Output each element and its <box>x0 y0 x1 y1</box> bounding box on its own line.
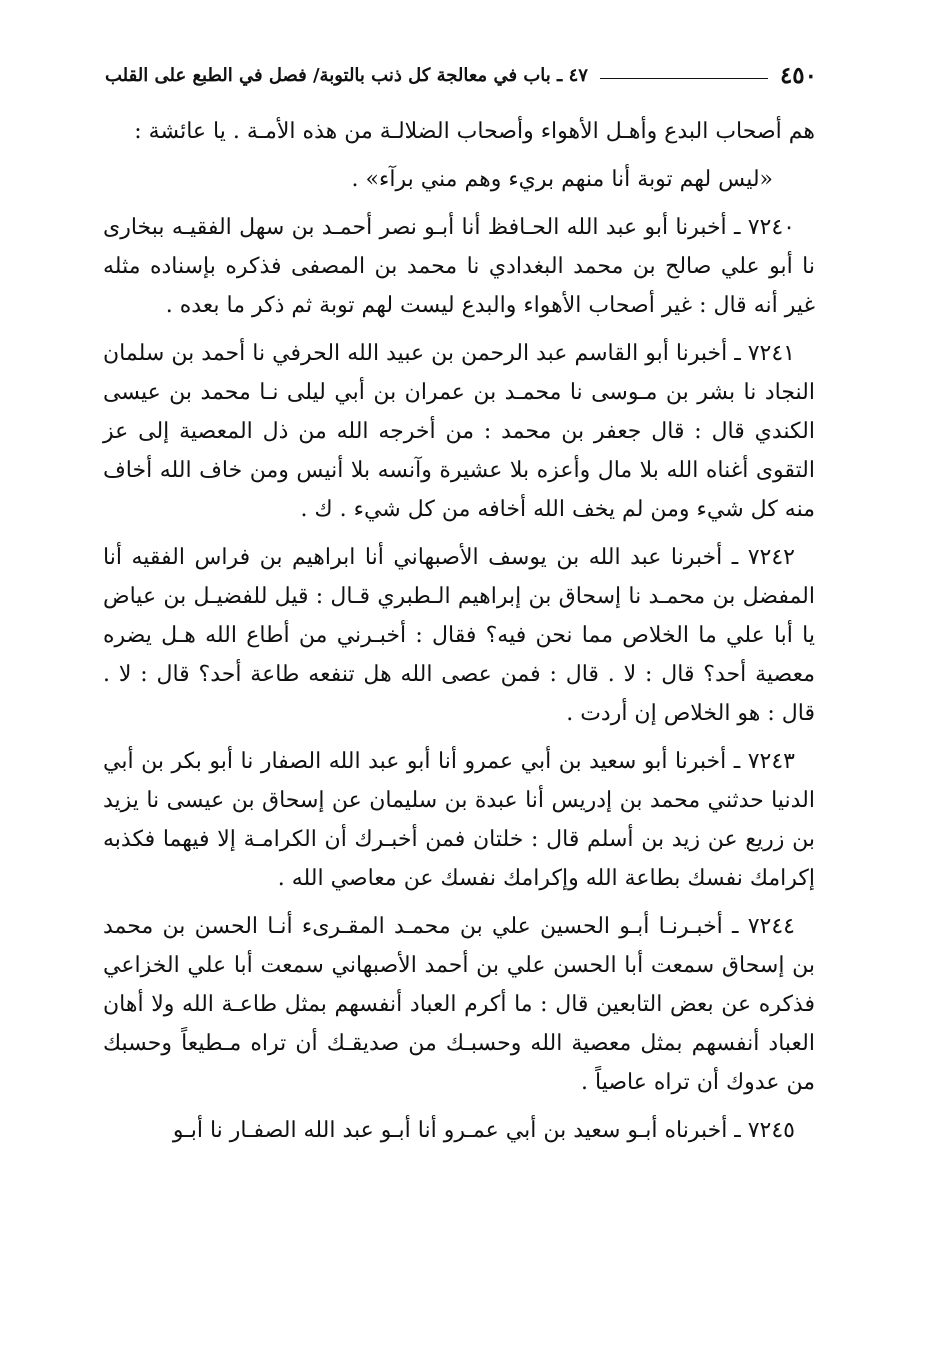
entry-7243: ٧٢٤٣ ـ أخبرنا أبو سعيد بن أبي عمرو أنا أبو عبد الله الصفار نا أبو بكر بن أبي الدنيا حدثني محمد بن إدريس أنا عبدة بن سليمان عن إسحاق بن عيسى نا يزيد بن زريع عن زيد بن أسلم قال : خلتان فمن أخبـرك أن الكرامـة إلا فيهما فكذبه إكرامك نفسك بطاعة الله وإكرامك نفسك عن معاصي الله . <box>103 749 815 891</box>
hadith-quote: «ليس لهم توبة أنا منهم بريء وهم مني برآء» . <box>351 167 773 192</box>
entry-7245: ٧٢٤٥ ـ أخبرناه أبـو سعيد بن أبي عمـرو أنا أبـو عبد الله الصفـار نا أبـو <box>172 1118 795 1143</box>
entry-7242: ٧٢٤٢ ـ أخبرنا عبد الله بن يوسف الأصبهاني أنا ابراهيم بن فراس الفقيه أنا المفضل بن محمـد نا إسحاق بن إبراهيم الـطبري قـال : قيل للفضيـل بن عياض يا أبا علي ما الخلاص مما نحن فيه؟ فقال : أخبـرني من أطاع الله هـل يضره معصية أحد؟ قال : لا . قال : فمن عصى الله هل تنفعه طاعة أحد؟ قال : لا . قال : هو الخلاص إن أردت . <box>103 545 815 726</box>
running-title: ٤٧ ـ باب في معالجة كل ذنب بالتوبة/ فصل في الطبع على القلب <box>105 64 588 86</box>
page-header <box>105 60 817 90</box>
page-number: ٤٥٠ <box>779 61 817 89</box>
page-body <box>103 112 815 1159</box>
header-rule <box>600 78 768 79</box>
paragraph-continuation: هم أصحاب البدع وأهـل الأهواء وأصحاب الضلالـة من هذه الأمـة . يا عائشة : <box>134 119 815 144</box>
entry-7244: ٧٢٤٤ ـ أخبـرنـا أبـو الحسين علي بن محمـد المقـرىء أنـا الحسن بن محمد بن إسحاق سمعت أبا الحسن علي بن أحمد الأصبهاني سمعت أبا علي الخزاعي فذكره عن بعض التابعين قال : ما أكرم العباد أنفسهم بمثل طاعـة الله ولا أهان العباد أنفسهم بمثل معصية الله وحسبـك من صديقـك أن تراه مـطيعاً وحسبك من عدوك أن تراه عاصياً . <box>103 914 815 1095</box>
entry-7241: ٧٢٤١ ـ أخبرنا أبو القاسم عبد الرحمن بن عبيد الله الحرفي نا أحمد بن سلمان النجاد نا بشر بن مـوسى نا محمـد بن عمران بن أبي ليلى نـا محمد بن عيسى الكندي قال : قال جعفر بن محمد : من أخرجه الله من ذل المعصية إلى عز التقوى أغناه الله بلا مال وأعزه بلا عشيرة وآنسه بلا أنيس ومن خاف الله أخاف منه كل شيء ومن لم يخف الله أخافه من كل شيء . ك . <box>103 341 815 522</box>
entry-7240: ٧٢٤٠ ـ أخبرنا أبو عبد الله الحـافظ أنا أبـو نصر أحمـد بن سهل الفقيـه ببخارى نا أبو علي صالح بن محمد البغدادي نا محمد بن المصفى فذكره بإسناده مثله غير أنه قال : غير أصحاب الأهواء والبدع ليست لهم توبة ثم ذكر ما بعده . <box>103 215 815 318</box>
